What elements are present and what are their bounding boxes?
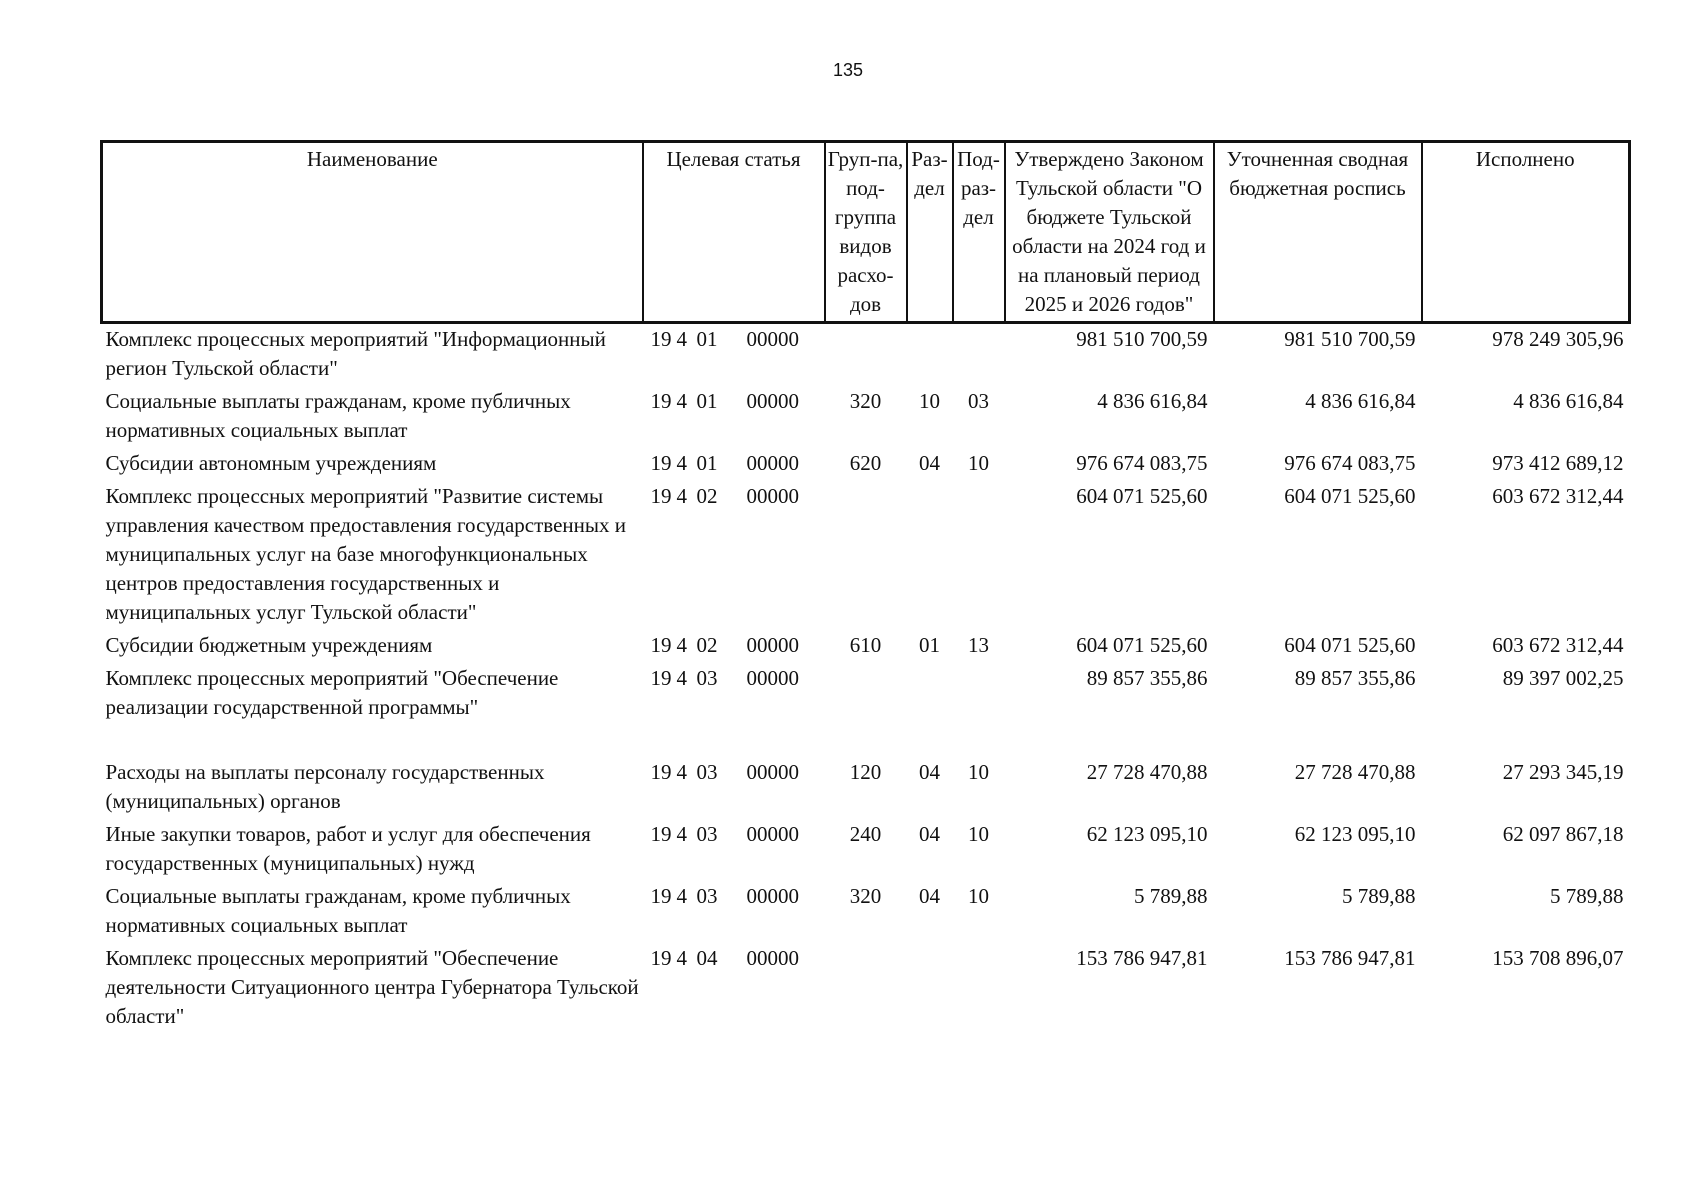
- row-name: Иные закупки товаров, работ и услуг для обеспечения государственных (муниципальных) нужд: [105, 822, 591, 875]
- row-section: 10: [919, 389, 940, 413]
- table-header-row: [102, 142, 1630, 323]
- row-section: [907, 323, 953, 387]
- row-refined: 153 786 947,81: [1284, 946, 1416, 970]
- row-section: [907, 943, 953, 1034]
- row-name: Субсидии автономным учреждениям: [105, 451, 437, 475]
- row-expense-group: [825, 663, 907, 725]
- row-target-article: 19 4 02 00000: [650, 484, 799, 508]
- table-row: [102, 448, 1630, 481]
- row-subsection: 03: [968, 389, 989, 413]
- row-executed: 978 249 305,96: [1492, 327, 1624, 351]
- header-expense-group: Груп-па, под-группа видов расхо-дов: [825, 142, 907, 323]
- header-section: Раз-дел: [907, 142, 953, 323]
- row-subsection: 10: [968, 884, 989, 908]
- row-approved: 981 510 700,59: [1076, 327, 1208, 351]
- row-expense-group: 320: [849, 884, 882, 908]
- row-refined: 976 674 083,75: [1284, 451, 1416, 475]
- row-target-article: 19 4 02 00000: [650, 633, 799, 657]
- row-target-article: 19 4 03 00000: [650, 760, 799, 784]
- row-refined: 981 510 700,59: [1284, 327, 1416, 351]
- row-target-article: 19 4 03 00000: [650, 884, 799, 908]
- row-refined: 604 071 525,60: [1284, 484, 1416, 508]
- header-refined: Уточненная сводная бюджетная роспись: [1214, 142, 1422, 323]
- row-name: Социальные выплаты гражданам, кроме публичных нормативных социальных выплат: [105, 389, 571, 442]
- row-subsection: 10: [968, 451, 989, 475]
- row-executed: 5 789,88: [1550, 884, 1624, 908]
- budget-table: [100, 140, 1631, 1034]
- row-name: Комплекс процессных мероприятий "Обеспечение реализации государственной программы": [105, 666, 559, 719]
- row-subsection: [953, 323, 1005, 387]
- row-approved: 27 728 470,88: [1086, 760, 1208, 784]
- row-target-article: 19 4 01 00000: [650, 327, 799, 351]
- row-section: 01: [919, 633, 940, 657]
- row-approved: 62 123 095,10: [1086, 822, 1208, 846]
- row-refined: 89 857 355,86: [1294, 666, 1416, 690]
- row-section: 04: [919, 451, 940, 475]
- row-target-article: 19 4 04 00000: [650, 946, 799, 970]
- row-executed: 62 097 867,18: [1502, 822, 1624, 846]
- row-executed: 973 412 689,12: [1492, 451, 1624, 475]
- row-subsection: 10: [968, 760, 989, 784]
- row-subsection: 10: [968, 822, 989, 846]
- row-expense-group: 610: [849, 633, 882, 657]
- table-row: [102, 943, 1630, 1034]
- row-executed: 603 672 312,44: [1492, 633, 1624, 657]
- blank-row: [102, 725, 1630, 757]
- row-refined: 604 071 525,60: [1284, 633, 1416, 657]
- row-executed: 27 293 345,19: [1502, 760, 1624, 784]
- table-row: [102, 323, 1630, 387]
- row-subsection: [953, 943, 1005, 1034]
- row-approved: 5 789,88: [1134, 884, 1208, 908]
- row-expense-group: 240: [849, 822, 882, 846]
- row-section: [907, 481, 953, 630]
- header-approved: Утверждено Законом Тульской области "О бюджете Тульской области на 2024 год и на плановый период 2025 и 2026 годов": [1005, 142, 1214, 323]
- row-expense-group: 320: [849, 389, 882, 413]
- row-refined: 27 728 470,88: [1294, 760, 1416, 784]
- row-expense-group: [825, 481, 907, 630]
- row-executed: 153 708 896,07: [1492, 946, 1624, 970]
- row-subsection: [953, 663, 1005, 725]
- row-executed: 4 836 616,84: [1513, 389, 1624, 413]
- row-approved: 604 071 525,60: [1076, 484, 1208, 508]
- row-expense-group: 120: [849, 760, 882, 784]
- row-section: [907, 663, 953, 725]
- table-row: [102, 630, 1630, 663]
- table-row: [102, 757, 1630, 819]
- row-expense-group: [825, 323, 907, 387]
- table-row: [102, 481, 1630, 630]
- row-target-article: 19 4 03 00000: [650, 822, 799, 846]
- row-approved: 604 071 525,60: [1076, 633, 1208, 657]
- row-approved: 89 857 355,86: [1086, 666, 1208, 690]
- row-approved: 4 836 616,84: [1097, 389, 1208, 413]
- row-executed: 89 397 002,25: [1502, 666, 1624, 690]
- header-name: Наименование: [102, 142, 643, 323]
- row-approved: 153 786 947,81: [1076, 946, 1208, 970]
- row-name: Комплекс процессных мероприятий "Развитие системы управления качеством предоставления государственных и муниципальных услуг на базе многофункциональных центров предоставления государственных и муниципальных услуг Тульской области": [105, 484, 626, 624]
- row-section: 04: [919, 884, 940, 908]
- row-target-article: 19 4 01 00000: [650, 451, 799, 475]
- page-number: 135: [832, 60, 864, 80]
- row-refined: 4 836 616,84: [1305, 389, 1416, 413]
- row-section: 04: [919, 760, 940, 784]
- row-approved: 976 674 083,75: [1076, 451, 1208, 475]
- header-executed: Исполнено: [1422, 142, 1630, 323]
- row-name: Социальные выплаты гражданам, кроме публичных нормативных социальных выплат: [105, 884, 571, 937]
- row-name: Субсидии бюджетным учреждениям: [105, 633, 433, 657]
- row-expense-group: 620: [849, 451, 882, 475]
- row-subsection: [953, 481, 1005, 630]
- row-name: Расходы на выплаты персоналу государственных (муниципальных) органов: [105, 760, 545, 813]
- row-name: Комплекс процессных мероприятий "Обеспечение деятельности Ситуационного центра Губернатора Тульской области": [105, 946, 639, 1028]
- row-section: 04: [919, 822, 940, 846]
- row-target-article: 19 4 03 00000: [650, 666, 799, 690]
- row-expense-group: [825, 943, 907, 1034]
- row-refined: 62 123 095,10: [1294, 822, 1416, 846]
- row-name: Комплекс процессных мероприятий "Информационный регион Тульской области": [105, 327, 606, 380]
- row-subsection: 13: [968, 633, 989, 657]
- header-target-article: Целевая статья: [643, 142, 825, 323]
- table-row: [102, 881, 1630, 943]
- row-refined: 5 789,88: [1342, 884, 1416, 908]
- header-subsection: Под-раз-дел: [953, 142, 1005, 323]
- table-row: [102, 663, 1630, 725]
- table-row: [102, 386, 1630, 448]
- row-target-article: 19 4 01 00000: [650, 389, 799, 413]
- table-row: [102, 819, 1630, 881]
- row-executed: 603 672 312,44: [1492, 484, 1624, 508]
